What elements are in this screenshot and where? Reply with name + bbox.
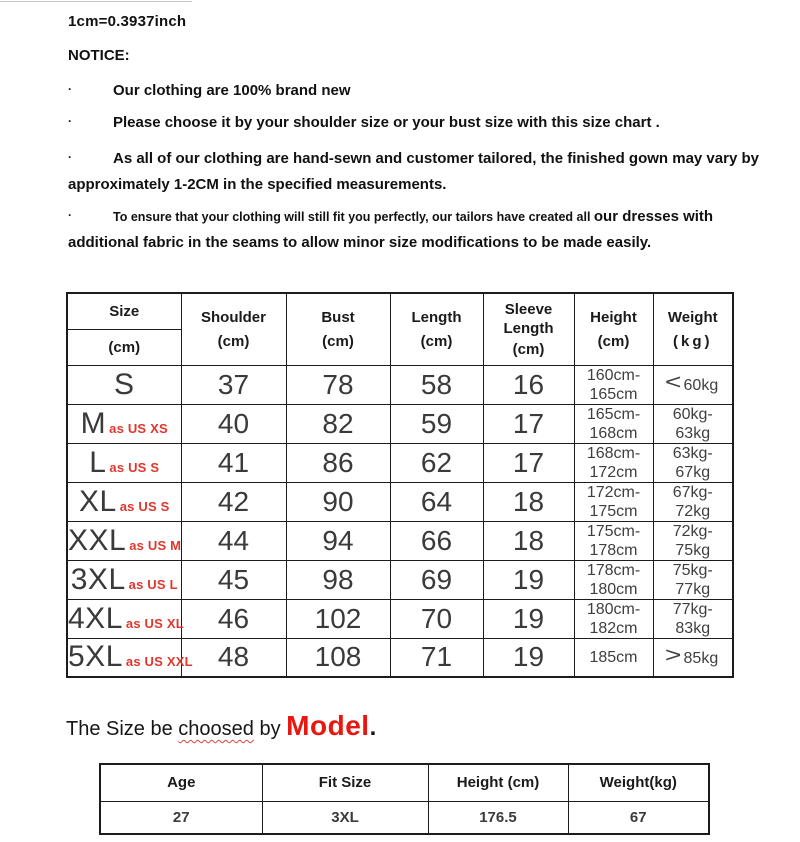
size-cell	[67, 482, 181, 521]
model-height-value: 176.5	[428, 801, 568, 834]
us-size-equivalent: as US S	[119, 498, 170, 514]
size-cell	[67, 599, 184, 638]
size-cell	[67, 443, 181, 482]
height-range: 178cm- 180cm	[574, 560, 653, 599]
size-row	[67, 443, 733, 482]
height-range: 168cm- 172cm	[574, 443, 653, 482]
size-cell	[67, 521, 181, 560]
notice-item	[68, 202, 768, 256]
model-weight-value: 67	[568, 801, 709, 834]
header-shoulder: Shoulder (cm)	[181, 293, 286, 365]
size-row	[67, 599, 733, 638]
size-label: 3XL	[70, 562, 126, 596]
height-range: 185cm	[574, 638, 653, 677]
model-info-row	[100, 801, 709, 834]
weight-range: 72kg- 75kg	[653, 521, 733, 560]
size-row	[67, 521, 733, 560]
height-range: 175cm- 178cm	[574, 521, 653, 560]
weight-range: 67kg- 72kg	[653, 482, 733, 521]
size-label: XL	[78, 484, 117, 518]
height-range: 160cm- 165cm	[574, 365, 653, 404]
shoulder-value: 46	[181, 599, 286, 638]
header-size-label: Size	[67, 293, 181, 329]
length-value: 59	[390, 404, 483, 443]
shoulder-value: 45	[181, 560, 286, 599]
bust-value: 90	[286, 482, 390, 521]
size-label: XXL	[68, 523, 127, 557]
length-value: 64	[390, 482, 483, 521]
size-row	[67, 638, 733, 677]
us-size-equivalent: as US XL	[125, 615, 184, 631]
model-header-height: Height (cm)	[428, 764, 568, 801]
caption-misspelled-word: choosed	[178, 718, 254, 740]
sleeve-value: 19	[483, 599, 574, 638]
weight-range: 63kg- 67kg	[653, 443, 733, 482]
us-size-equivalent: as US S	[109, 459, 160, 475]
header-sleeve-length: Sleeve Length (cm)	[483, 293, 574, 365]
size-label: 4XL	[68, 601, 123, 635]
size-label: M	[80, 406, 107, 440]
bust-value: 98	[286, 560, 390, 599]
weight-range: < 60kg	[653, 365, 733, 404]
sleeve-value: 18	[483, 521, 574, 560]
model-info-table	[99, 763, 710, 835]
size-row	[67, 404, 733, 443]
sleeve-value: 19	[483, 638, 574, 677]
bust-value: 108	[286, 638, 390, 677]
size-cell	[67, 638, 193, 677]
bullet-icon: ·	[68, 114, 72, 128]
caption-period: .	[369, 714, 377, 741]
size-row	[67, 560, 733, 599]
weight-range: 77kg- 83kg	[653, 599, 733, 638]
notice-item-text-large: our dresses with additional fabric in the seams to allow minor size modifications to be made easily.	[68, 208, 714, 251]
header-length: Length (cm)	[390, 293, 483, 365]
notice-item	[68, 144, 768, 198]
header-size-unit: (cm)	[67, 329, 181, 365]
shoulder-value: 41	[181, 443, 286, 482]
size-chart-body	[67, 365, 733, 677]
notice-item-text: As all of our clothing are hand-sewn and customer tailored, the finished gown may vary by approximately 1-2CM in the specified measurements.	[68, 150, 759, 193]
sleeve-value: 18	[483, 482, 574, 521]
sleeve-value: 19	[483, 560, 574, 599]
bullet-icon: ·	[68, 208, 72, 222]
length-value: 69	[390, 560, 483, 599]
height-range: 165cm- 168cm	[574, 404, 653, 443]
header-weight: Weight (kg)	[653, 293, 733, 365]
shoulder-value: 40	[181, 404, 286, 443]
shoulder-value: 44	[181, 521, 286, 560]
notice-item	[68, 112, 768, 132]
model-header-age: Age	[100, 764, 262, 801]
length-value: 62	[390, 443, 483, 482]
size-cell	[67, 404, 181, 443]
us-size-equivalent: as US M	[129, 537, 182, 553]
sleeve-value: 17	[483, 404, 574, 443]
size-cell	[67, 365, 181, 404]
bust-value: 82	[286, 404, 390, 443]
weight-range: 60kg- 63kg	[653, 404, 733, 443]
sleeve-value: 17	[483, 443, 574, 482]
notice-item	[68, 80, 768, 100]
height-range: 172cm- 175cm	[574, 482, 653, 521]
shoulder-value: 42	[181, 482, 286, 521]
size-chart-section	[66, 292, 734, 678]
shoulder-value: 37	[181, 365, 286, 404]
bullet-icon: ·	[68, 150, 72, 164]
notice-section	[68, 13, 768, 260]
model-info-section	[99, 763, 710, 835]
header-bust: Bust (cm)	[286, 293, 390, 365]
size-row	[67, 365, 733, 404]
shoulder-value: 48	[181, 638, 286, 677]
us-size-equivalent: as US XXL	[125, 654, 193, 670]
length-value: 66	[390, 521, 483, 560]
bust-value: 102	[286, 599, 390, 638]
conversion-note: 1cm=0.3937inch	[68, 13, 187, 30]
size-row	[67, 482, 733, 521]
model-header-weight: Weight(kg)	[568, 764, 709, 801]
size-label: 5XL	[68, 640, 123, 674]
length-value: 71	[390, 638, 483, 677]
us-size-equivalent: as US XS	[109, 420, 168, 436]
model-caption	[66, 710, 376, 742]
caption-prefix: The Size be	[66, 718, 179, 740]
size-chart-table	[66, 292, 734, 678]
bullet-icon: ·	[68, 82, 72, 96]
scan-edge-artifact	[0, 1, 192, 2]
size-label: L	[89, 445, 107, 479]
bust-value: 78	[286, 365, 390, 404]
height-range: 180cm- 182cm	[574, 599, 653, 638]
model-header-fit-size: Fit Size	[262, 764, 428, 801]
sleeve-value: 16	[483, 365, 574, 404]
weight-range: 75kg- 77kg	[653, 560, 733, 599]
size-cell	[67, 560, 181, 599]
notice-item-text-small: To ensure that your clothing will still fit you perfectly, our tailors have created all	[113, 210, 594, 224]
caption-mid: by	[253, 718, 287, 740]
us-size-equivalent: as US L	[128, 576, 178, 592]
notice-heading: NOTICE:	[68, 47, 130, 64]
caption-brand: Model	[286, 710, 370, 741]
length-value: 58	[390, 365, 483, 404]
weight-range: > 85kg	[653, 638, 733, 677]
notice-item-text: Our clothing are 100% brand new	[113, 82, 351, 99]
bust-value: 94	[286, 521, 390, 560]
length-value: 70	[390, 599, 483, 638]
notice-item-text: Please choose it by your shoulder size or your bust size with this size chart .	[113, 114, 660, 131]
header-height: Height (cm)	[574, 293, 653, 365]
model-fit-size-value: 3XL	[262, 801, 428, 834]
size-label: S	[113, 367, 135, 401]
bust-value: 86	[286, 443, 390, 482]
model-age-value: 27	[100, 801, 262, 834]
